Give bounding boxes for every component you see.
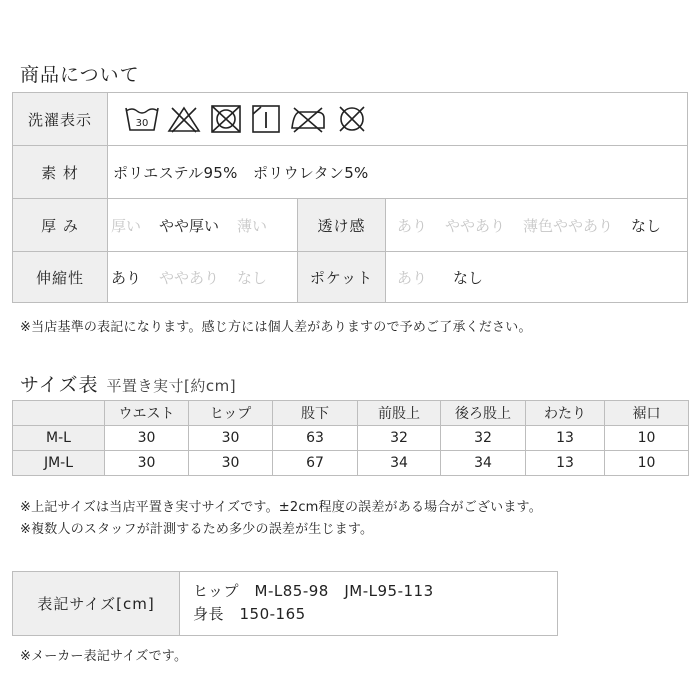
stretch-pocket-row [13, 252, 687, 302]
column-header-front-rise: 前股上 [358, 401, 441, 426]
table-cell: 32 [441, 426, 526, 451]
pocket-label: ポケット [297, 252, 386, 302]
size-chart-note-2: ※複数人のスタッフが計測するため多少の誤差が生じます。 [20, 522, 374, 537]
no-iron-icon [288, 104, 328, 134]
thickness-option-slightly-thick: やや厚い [159, 216, 220, 235]
size-chart-subtitle: 平置き実寸[約cm] [106, 377, 237, 395]
table-cell: 34 [358, 451, 441, 476]
size-chart-table [12, 400, 689, 476]
line-dry-icon [250, 104, 282, 134]
size-chart-heading [20, 370, 236, 397]
size-chart-header-row [13, 401, 689, 426]
column-header-back-rise: 後ろ股上 [441, 401, 526, 426]
size-chart-note-1: ※上記サイズは当店平置き実寸サイズです。±2cm程度の誤差がある場合がございます。 [20, 500, 542, 515]
thickness-options [111, 199, 285, 251]
label-size-box [12, 571, 558, 636]
table-cell: 30 [105, 451, 189, 476]
table-row [13, 451, 689, 476]
table-cell: 63 [273, 426, 358, 451]
column-header-hip: ヒップ [189, 401, 273, 426]
table-cell: 30 [189, 426, 273, 451]
table-cell: 30 [189, 451, 273, 476]
thickness-option-thin: 薄い [237, 216, 268, 235]
column-header-inseam: 股下 [273, 401, 358, 426]
no-dry-clean-icon [334, 104, 370, 134]
stretch-option-slightly: ややあり [159, 268, 220, 287]
no-bleach-icon [166, 104, 202, 134]
stretch-options [111, 252, 285, 302]
care-label: 洗濯表示 [13, 93, 108, 145]
sheer-option-none: なし [631, 216, 662, 235]
stretch-option-yes: あり [111, 268, 142, 287]
sheer-option-light-color-slightly: 薄色ややあり [523, 216, 614, 235]
material-value: ポリエステル95% ポリウレタン5% [113, 163, 369, 182]
product-info-note: ※当店基準の表記になります。感じ方には個人差がありますので予めご了承ください。 [20, 320, 532, 335]
column-header-thigh: わたり [526, 401, 605, 426]
svg-text:30: 30 [135, 118, 149, 129]
sheer-options [397, 199, 679, 251]
table-cell: 13 [526, 451, 605, 476]
row-header-jm-l: JM-L [13, 451, 105, 476]
thickness-label: 厚 み [13, 199, 108, 251]
sheer-option-yes: あり [397, 216, 428, 235]
column-header-hem: 裾口 [605, 401, 689, 426]
label-size-label: 表記サイズ[cm] [13, 572, 180, 635]
table-cell: 30 [105, 426, 189, 451]
material-label: 素 材 [13, 146, 108, 198]
table-cell: 13 [526, 426, 605, 451]
table-cell: 34 [441, 451, 526, 476]
table-row [13, 426, 689, 451]
material-row [13, 146, 687, 199]
label-size-line-height: 身長 150-165 [193, 605, 306, 623]
pocket-options [397, 252, 501, 302]
table-cell: 10 [605, 451, 689, 476]
no-tumble-dry-icon [208, 104, 244, 134]
row-header-m-l: M-L [13, 426, 105, 451]
care-icons [108, 93, 370, 145]
sheer-option-slightly: ややあり [445, 216, 506, 235]
pocket-option-yes: あり [397, 268, 428, 287]
wash-30-icon [124, 104, 160, 134]
column-header-waist: ウエスト [105, 401, 189, 426]
product-info-table [12, 92, 688, 303]
label-size-note: ※メーカー表記サイズです。 [20, 649, 188, 664]
stretch-option-none: なし [237, 268, 268, 287]
thickness-option-thick: 厚い [111, 216, 142, 235]
table-cell: 67 [273, 451, 358, 476]
size-chart-title: サイズ表 [20, 374, 99, 396]
size-chart-corner-cell [13, 401, 105, 426]
pocket-option-none: なし [453, 268, 484, 287]
label-size-values [193, 580, 434, 626]
stretch-label: 伸縮性 [13, 252, 108, 302]
sheer-label: 透け感 [297, 199, 386, 251]
label-size-line-hip: ヒップ M-L85-98 JM-L95-113 [193, 582, 434, 600]
product-info-heading: 商品について [20, 64, 140, 86]
table-cell: 32 [358, 426, 441, 451]
care-row [13, 93, 687, 146]
table-cell: 10 [605, 426, 689, 451]
thickness-sheer-row [13, 199, 687, 252]
